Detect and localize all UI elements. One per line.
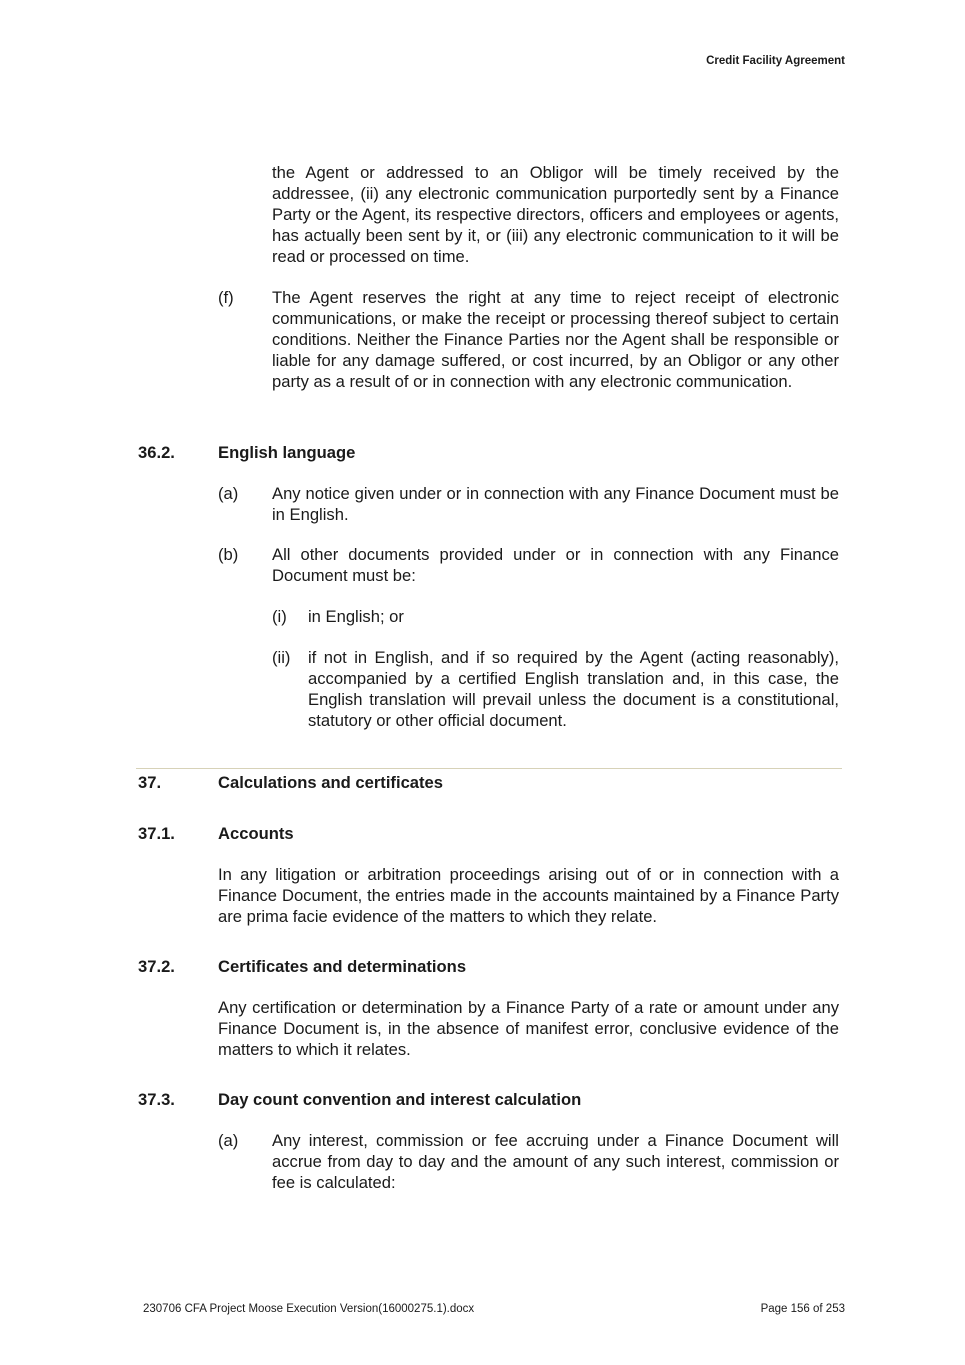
footer-page-number: Page 156 of 253	[760, 1303, 845, 1315]
clause-36-2-b-label: (b)	[218, 545, 239, 564]
clause-36-2-b-i-text: in English; or	[308, 607, 404, 626]
section-36-2-number: 36.2.	[138, 443, 175, 462]
section-36-2-title: English language	[218, 443, 356, 462]
section-37-number: 37.	[138, 773, 162, 792]
section-divider	[136, 768, 842, 769]
clause-37-3-a-label: (a)	[218, 1131, 239, 1150]
continuation-paragraph: the Agent or addressed to an Obligor will be timely received by the addressee, (ii) any electronic communication purportedly sent by a Finance Party or the Agent, its respective directors, officers and employees or agents, has actually been sent by it, or (iii) any electronic communication to it will be read or processed on time.	[272, 163, 839, 266]
footer-filename: 230706 CFA Project Moose Execution Version(16000275.1).docx	[143, 1303, 475, 1315]
running-header-title: Credit Facility Agreement	[706, 55, 845, 67]
clause-f-label: (f)	[218, 288, 234, 307]
clause-36-2-b-text: All other documents provided under or in connection with any Finance Document must be:	[272, 545, 839, 585]
section-37-3-title: Day count convention and interest calculation	[218, 1090, 582, 1109]
section-37-2-title: Certificates and determinations	[218, 957, 467, 976]
clause-f-text: The Agent reserves the right at any time to reject receipt of electronic communications, or make the receipt or processing thereof subject to certain conditions. Neither the Finance Parties nor the Agent shall be responsible or liable for any damage suffered, or cost incurred, by an Obligor or any other party as a result of or in connection with any electronic communication.	[272, 288, 839, 391]
clause-36-2-a-text: Any notice given under or in connection with any Finance Document must be in English.	[272, 484, 839, 524]
section-37-1-number: 37.1.	[138, 824, 175, 843]
section-37-2-text: Any certification or determination by a Finance Party of a rate or amount under any Finance Document is, in the absence of manifest error, conclusive evidence of the matters to which it relates.	[218, 998, 839, 1059]
section-37-1-title: Accounts	[218, 824, 294, 843]
clause-36-2-a-label: (a)	[218, 484, 239, 503]
section-37-2-number: 37.2.	[138, 957, 175, 976]
clause-36-2-b-i-label: (i)	[272, 607, 287, 626]
section-37-title: Calculations and certificates	[218, 773, 444, 792]
clause-36-2-b-ii-label: (ii)	[272, 648, 291, 667]
clause-37-3-a-text: Any interest, commission or fee accruing under a Finance Document will accrue from day to day and the amount of any such interest, commission or fee is calculated:	[272, 1131, 839, 1192]
section-37-3-number: 37.3.	[138, 1090, 175, 1109]
clause-36-2-b-ii-text: if not in English, and if so required by the Agent (acting reasonably), accompanied by a certified English translation and, in this case, the English translation will prevail unless the document is a constitutional, statutory or other official document.	[308, 648, 839, 730]
section-37-1-text: In any litigation or arbitration proceedings arising out of or in connection with a Finance Document, the entries made in the accounts maintained by a Finance Party are prima facie evidence of the matters to which they relate.	[218, 865, 839, 926]
